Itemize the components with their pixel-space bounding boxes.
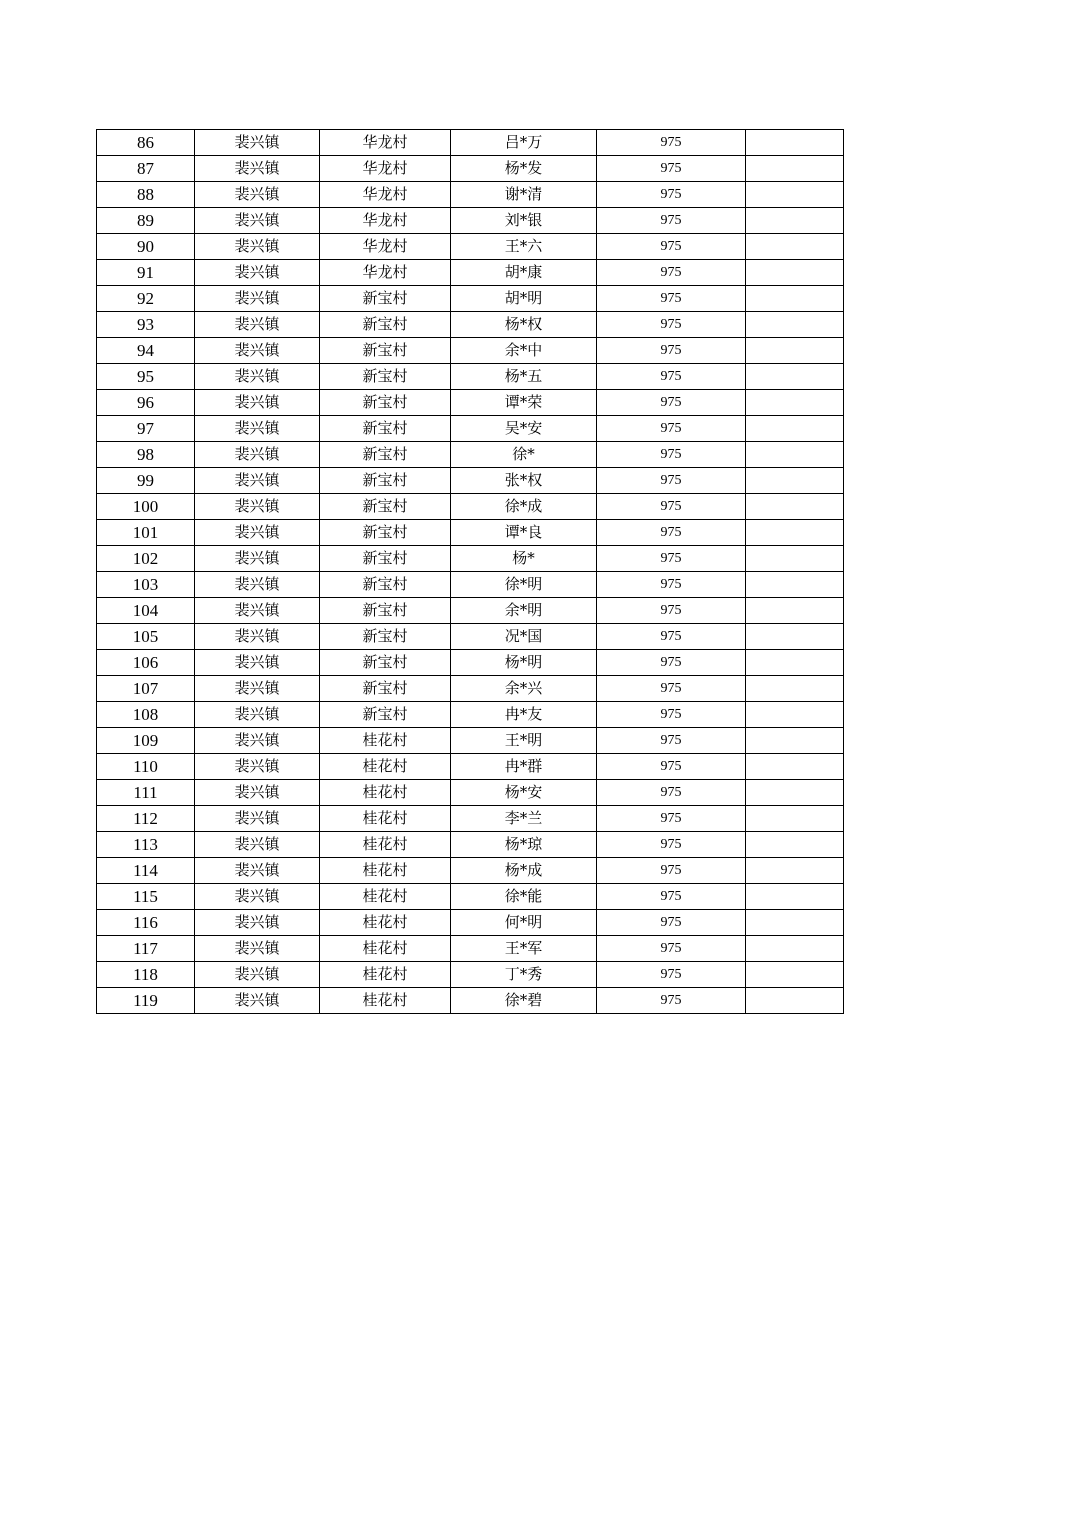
cell-serial-number: 119 <box>97 988 195 1014</box>
cell-person-name: 杨*发 <box>451 156 597 182</box>
table-row <box>97 130 844 156</box>
cell-serial-number: 100 <box>97 494 195 520</box>
cell-note <box>746 260 844 286</box>
cell-person-name: 吴*安 <box>451 416 597 442</box>
cell-serial-number: 103 <box>97 572 195 598</box>
cell-village: 桂花村 <box>320 936 451 962</box>
cell-amount: 975 <box>597 182 746 208</box>
cell-person-name: 杨*权 <box>451 312 597 338</box>
table-row <box>97 286 844 312</box>
cell-town: 裴兴镇 <box>195 806 320 832</box>
cell-amount: 975 <box>597 156 746 182</box>
cell-serial-number: 108 <box>97 702 195 728</box>
cell-town: 裴兴镇 <box>195 546 320 572</box>
cell-person-name: 胡*明 <box>451 286 597 312</box>
cell-amount: 975 <box>597 338 746 364</box>
cell-town: 裴兴镇 <box>195 572 320 598</box>
cell-town: 裴兴镇 <box>195 520 320 546</box>
cell-note <box>746 208 844 234</box>
cell-person-name: 冉*群 <box>451 754 597 780</box>
cell-serial-number: 113 <box>97 832 195 858</box>
cell-amount: 975 <box>597 364 746 390</box>
cell-village: 新宝村 <box>320 494 451 520</box>
cell-serial-number: 109 <box>97 728 195 754</box>
cell-serial-number: 116 <box>97 910 195 936</box>
cell-village: 新宝村 <box>320 676 451 702</box>
cell-note <box>746 806 844 832</box>
cell-serial-number: 114 <box>97 858 195 884</box>
cell-amount: 975 <box>597 442 746 468</box>
cell-town: 裴兴镇 <box>195 468 320 494</box>
cell-note <box>746 468 844 494</box>
table-row <box>97 390 844 416</box>
cell-serial-number: 106 <box>97 650 195 676</box>
cell-amount: 975 <box>597 884 746 910</box>
cell-note <box>746 676 844 702</box>
cell-serial-number: 101 <box>97 520 195 546</box>
cell-town: 裴兴镇 <box>195 208 320 234</box>
table-row <box>97 832 844 858</box>
cell-village: 华龙村 <box>320 182 451 208</box>
cell-town: 裴兴镇 <box>195 260 320 286</box>
cell-serial-number: 105 <box>97 624 195 650</box>
cell-note <box>746 988 844 1014</box>
cell-person-name: 张*权 <box>451 468 597 494</box>
cell-amount: 975 <box>597 572 746 598</box>
cell-amount: 975 <box>597 806 746 832</box>
cell-serial-number: 86 <box>97 130 195 156</box>
cell-serial-number: 94 <box>97 338 195 364</box>
cell-person-name: 谢*清 <box>451 182 597 208</box>
cell-village: 新宝村 <box>320 416 451 442</box>
cell-amount: 975 <box>597 598 746 624</box>
cell-note <box>746 364 844 390</box>
table-row <box>97 598 844 624</box>
cell-village: 桂花村 <box>320 884 451 910</box>
cell-serial-number: 92 <box>97 286 195 312</box>
cell-amount: 975 <box>597 728 746 754</box>
cell-note <box>746 884 844 910</box>
cell-serial-number: 111 <box>97 780 195 806</box>
cell-note <box>746 494 844 520</box>
table-row <box>97 416 844 442</box>
cell-village: 新宝村 <box>320 286 451 312</box>
cell-amount: 975 <box>597 130 746 156</box>
table-row <box>97 364 844 390</box>
cell-village: 桂花村 <box>320 806 451 832</box>
cell-village: 华龙村 <box>320 208 451 234</box>
cell-village: 新宝村 <box>320 364 451 390</box>
cell-serial-number: 95 <box>97 364 195 390</box>
cell-village: 桂花村 <box>320 832 451 858</box>
cell-village: 新宝村 <box>320 390 451 416</box>
table-row <box>97 520 844 546</box>
cell-note <box>746 416 844 442</box>
cell-person-name: 余*中 <box>451 338 597 364</box>
cell-village: 桂花村 <box>320 728 451 754</box>
cell-village: 新宝村 <box>320 598 451 624</box>
cell-note <box>746 520 844 546</box>
cell-amount: 975 <box>597 520 746 546</box>
cell-amount: 975 <box>597 858 746 884</box>
table-row <box>97 936 844 962</box>
cell-village: 新宝村 <box>320 468 451 494</box>
cell-village: 新宝村 <box>320 572 451 598</box>
cell-person-name: 余*明 <box>451 598 597 624</box>
cell-note <box>746 156 844 182</box>
cell-town: 裴兴镇 <box>195 494 320 520</box>
cell-amount: 975 <box>597 676 746 702</box>
cell-note <box>746 962 844 988</box>
cell-person-name: 刘*银 <box>451 208 597 234</box>
cell-note <box>746 832 844 858</box>
cell-serial-number: 98 <box>97 442 195 468</box>
table-row <box>97 884 844 910</box>
cell-note <box>746 234 844 260</box>
cell-note <box>746 286 844 312</box>
cell-town: 裴兴镇 <box>195 780 320 806</box>
table-row <box>97 806 844 832</box>
cell-amount: 975 <box>597 624 746 650</box>
cell-town: 裴兴镇 <box>195 676 320 702</box>
cell-serial-number: 107 <box>97 676 195 702</box>
cell-village: 华龙村 <box>320 234 451 260</box>
cell-person-name: 冉*友 <box>451 702 597 728</box>
table-row <box>97 312 844 338</box>
cell-person-name: 徐*明 <box>451 572 597 598</box>
cell-town: 裴兴镇 <box>195 988 320 1014</box>
cell-town: 裴兴镇 <box>195 390 320 416</box>
cell-note <box>746 182 844 208</box>
cell-village: 新宝村 <box>320 546 451 572</box>
table-row <box>97 650 844 676</box>
cell-town: 裴兴镇 <box>195 598 320 624</box>
roster-table-body <box>97 130 844 1014</box>
cell-note <box>746 130 844 156</box>
cell-amount: 975 <box>597 546 746 572</box>
cell-amount: 975 <box>597 832 746 858</box>
cell-note <box>746 338 844 364</box>
cell-village: 新宝村 <box>320 520 451 546</box>
table-row <box>97 988 844 1014</box>
table-row <box>97 260 844 286</box>
cell-town: 裴兴镇 <box>195 702 320 728</box>
cell-serial-number: 88 <box>97 182 195 208</box>
cell-amount: 975 <box>597 936 746 962</box>
cell-village: 新宝村 <box>320 624 451 650</box>
cell-person-name: 王*六 <box>451 234 597 260</box>
table-row <box>97 156 844 182</box>
cell-village: 桂花村 <box>320 780 451 806</box>
cell-town: 裴兴镇 <box>195 182 320 208</box>
cell-town: 裴兴镇 <box>195 832 320 858</box>
table-row <box>97 676 844 702</box>
table-row <box>97 702 844 728</box>
cell-note <box>746 442 844 468</box>
cell-village: 桂花村 <box>320 962 451 988</box>
cell-note <box>746 650 844 676</box>
cell-amount: 975 <box>597 260 746 286</box>
cell-serial-number: 96 <box>97 390 195 416</box>
cell-town: 裴兴镇 <box>195 338 320 364</box>
cell-village: 华龙村 <box>320 156 451 182</box>
cell-note <box>746 754 844 780</box>
cell-note <box>746 312 844 338</box>
cell-serial-number: 90 <box>97 234 195 260</box>
cell-note <box>746 780 844 806</box>
cell-note <box>746 572 844 598</box>
cell-amount: 975 <box>597 390 746 416</box>
table-row <box>97 910 844 936</box>
cell-serial-number: 89 <box>97 208 195 234</box>
cell-amount: 975 <box>597 962 746 988</box>
table-row <box>97 546 844 572</box>
cell-amount: 975 <box>597 988 746 1014</box>
cell-note <box>746 546 844 572</box>
cell-town: 裴兴镇 <box>195 884 320 910</box>
table-row <box>97 728 844 754</box>
cell-amount: 975 <box>597 234 746 260</box>
table-row <box>97 624 844 650</box>
cell-village: 新宝村 <box>320 442 451 468</box>
cell-serial-number: 110 <box>97 754 195 780</box>
cell-person-name: 徐*碧 <box>451 988 597 1014</box>
table-row <box>97 962 844 988</box>
cell-village: 桂花村 <box>320 858 451 884</box>
table-row <box>97 208 844 234</box>
cell-amount: 975 <box>597 650 746 676</box>
cell-village: 华龙村 <box>320 130 451 156</box>
cell-person-name: 李*兰 <box>451 806 597 832</box>
cell-town: 裴兴镇 <box>195 156 320 182</box>
cell-person-name: 余*兴 <box>451 676 597 702</box>
cell-town: 裴兴镇 <box>195 936 320 962</box>
cell-person-name: 杨*成 <box>451 858 597 884</box>
cell-amount: 975 <box>597 312 746 338</box>
table-row <box>97 338 844 364</box>
cell-village: 桂花村 <box>320 754 451 780</box>
cell-person-name: 谭*荣 <box>451 390 597 416</box>
cell-amount: 975 <box>597 494 746 520</box>
cell-serial-number: 112 <box>97 806 195 832</box>
cell-serial-number: 93 <box>97 312 195 338</box>
cell-person-name: 吕*万 <box>451 130 597 156</box>
table-row <box>97 494 844 520</box>
cell-note <box>746 858 844 884</box>
cell-amount: 975 <box>597 910 746 936</box>
cell-person-name: 杨*琼 <box>451 832 597 858</box>
cell-serial-number: 118 <box>97 962 195 988</box>
cell-note <box>746 910 844 936</box>
table-row <box>97 182 844 208</box>
cell-serial-number: 102 <box>97 546 195 572</box>
cell-village: 桂花村 <box>320 910 451 936</box>
cell-amount: 975 <box>597 780 746 806</box>
cell-town: 裴兴镇 <box>195 650 320 676</box>
cell-town: 裴兴镇 <box>195 442 320 468</box>
cell-person-name: 杨*五 <box>451 364 597 390</box>
cell-town: 裴兴镇 <box>195 364 320 390</box>
cell-town: 裴兴镇 <box>195 624 320 650</box>
cell-person-name: 况*国 <box>451 624 597 650</box>
cell-serial-number: 99 <box>97 468 195 494</box>
cell-village: 新宝村 <box>320 338 451 364</box>
cell-amount: 975 <box>597 702 746 728</box>
cell-town: 裴兴镇 <box>195 754 320 780</box>
cell-amount: 975 <box>597 286 746 312</box>
cell-serial-number: 104 <box>97 598 195 624</box>
cell-serial-number: 117 <box>97 936 195 962</box>
cell-town: 裴兴镇 <box>195 728 320 754</box>
cell-town: 裴兴镇 <box>195 858 320 884</box>
cell-amount: 975 <box>597 416 746 442</box>
table-row <box>97 442 844 468</box>
cell-amount: 975 <box>597 468 746 494</box>
cell-amount: 975 <box>597 754 746 780</box>
cell-person-name: 杨*安 <box>451 780 597 806</box>
cell-serial-number: 87 <box>97 156 195 182</box>
cell-village: 华龙村 <box>320 260 451 286</box>
cell-person-name: 王*明 <box>451 728 597 754</box>
table-row <box>97 234 844 260</box>
cell-person-name: 杨* <box>451 546 597 572</box>
cell-note <box>746 390 844 416</box>
cell-town: 裴兴镇 <box>195 286 320 312</box>
cell-person-name: 胡*康 <box>451 260 597 286</box>
cell-person-name: 杨*明 <box>451 650 597 676</box>
cell-town: 裴兴镇 <box>195 130 320 156</box>
table-row <box>97 468 844 494</box>
document-sheet <box>96 129 844 1014</box>
cell-note <box>746 728 844 754</box>
roster-table <box>96 129 844 1014</box>
cell-person-name: 何*明 <box>451 910 597 936</box>
cell-amount: 975 <box>597 208 746 234</box>
cell-town: 裴兴镇 <box>195 962 320 988</box>
cell-serial-number: 91 <box>97 260 195 286</box>
cell-person-name: 徐*成 <box>451 494 597 520</box>
cell-note <box>746 624 844 650</box>
table-row <box>97 572 844 598</box>
table-row <box>97 780 844 806</box>
cell-serial-number: 97 <box>97 416 195 442</box>
cell-village: 新宝村 <box>320 650 451 676</box>
cell-note <box>746 702 844 728</box>
cell-note <box>746 936 844 962</box>
cell-town: 裴兴镇 <box>195 234 320 260</box>
cell-person-name: 徐* <box>451 442 597 468</box>
cell-note <box>746 598 844 624</box>
cell-village: 新宝村 <box>320 702 451 728</box>
cell-village: 桂花村 <box>320 988 451 1014</box>
cell-town: 裴兴镇 <box>195 312 320 338</box>
cell-person-name: 丁*秀 <box>451 962 597 988</box>
cell-person-name: 王*军 <box>451 936 597 962</box>
cell-village: 新宝村 <box>320 312 451 338</box>
cell-town: 裴兴镇 <box>195 910 320 936</box>
table-row <box>97 858 844 884</box>
table-row <box>97 754 844 780</box>
cell-town: 裴兴镇 <box>195 416 320 442</box>
cell-person-name: 徐*能 <box>451 884 597 910</box>
cell-person-name: 谭*良 <box>451 520 597 546</box>
cell-serial-number: 115 <box>97 884 195 910</box>
